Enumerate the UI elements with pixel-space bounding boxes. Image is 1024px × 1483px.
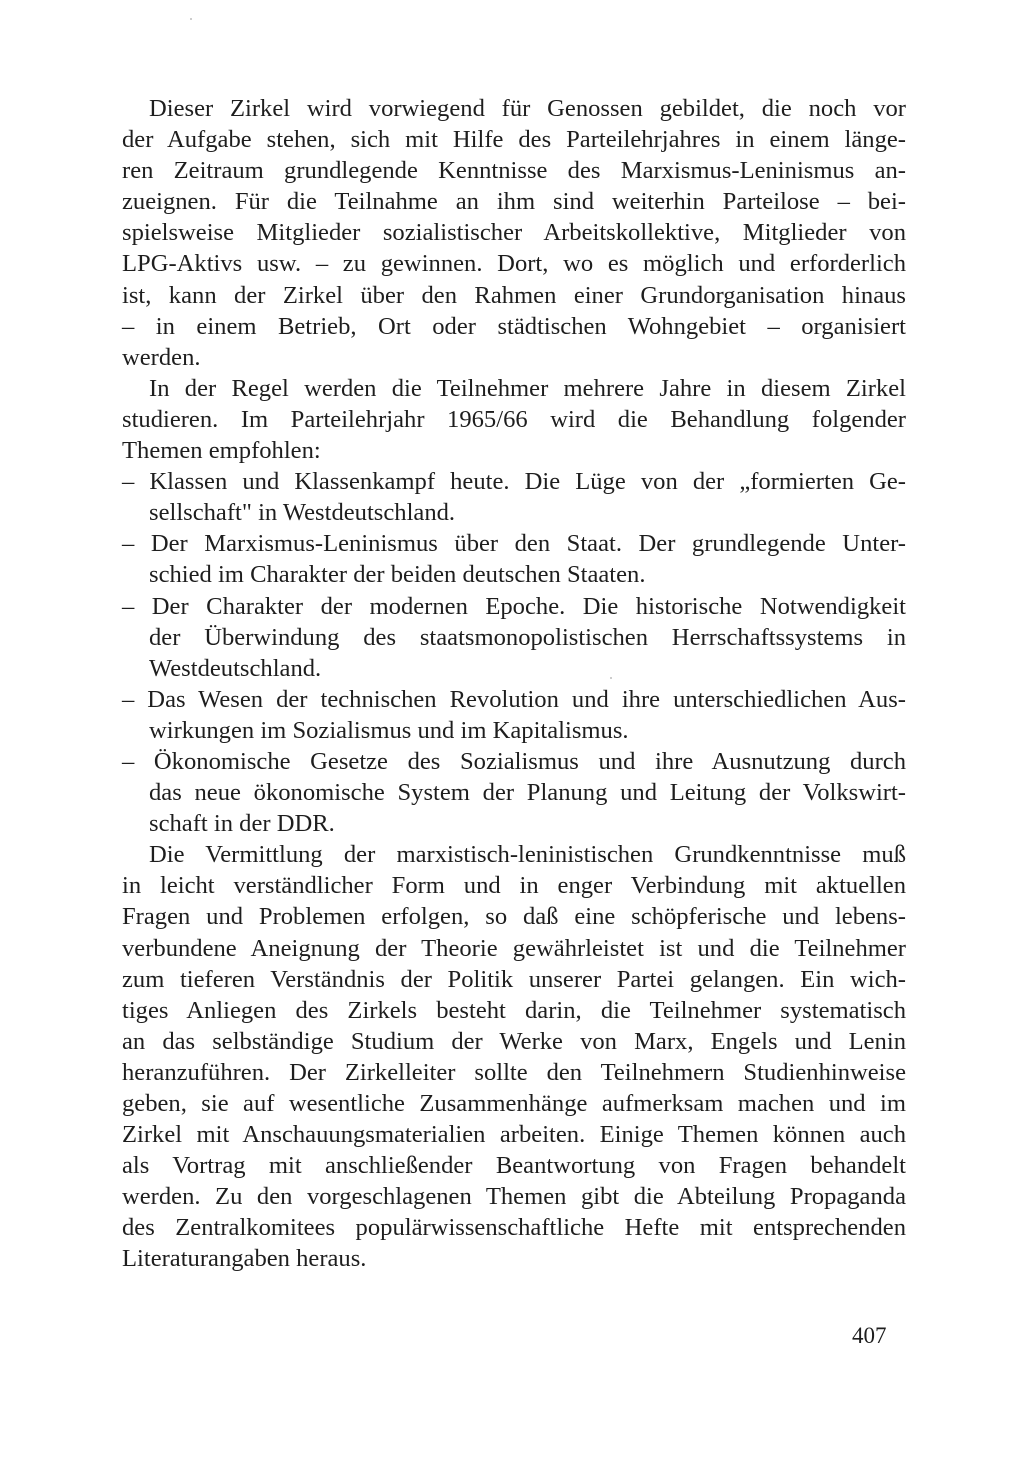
text-line: verbundene Aneignung der Theorie gewährleistet ist und die Teilnehmer bbox=[122, 934, 906, 962]
text-line: zum tieferen Verständnis der Politik unserer Partei gelangen. Ein wich- bbox=[122, 965, 906, 993]
text-line: heranzuführen. Der Zirkelleiter sollte den Teilnehmern Studienhinweise bbox=[122, 1058, 906, 1086]
text-line: Zirkel mit Anschauungsmaterialien arbeiten. Einige Themen können auch bbox=[122, 1121, 906, 1149]
list-item-line: – Klassen und Klassenkampf heute. Die Lüge von der „formierten Ge- bbox=[122, 468, 906, 496]
list-item-line: sellschaft" in Westdeutschland. bbox=[149, 499, 456, 527]
text-line: werden. bbox=[122, 343, 201, 371]
text-line: der Aufgabe stehen, sich mit Hilfe des Parteilehrjahres in einem länge- bbox=[122, 126, 906, 154]
text-line: an das selbständige Studium der Werke von Marx, Engels und Lenin bbox=[122, 1027, 906, 1055]
text-line: zueignen. Für die Teilnahme an ihm sind weiterhin Parteilose – bei- bbox=[122, 188, 906, 216]
list-item-line: der Überwindung des staatsmonopolistischen Herrschaftssystems in bbox=[149, 623, 906, 651]
text-line: Fragen und Problemen erfolgen, so daß eine schöpferische und lebens- bbox=[122, 903, 906, 931]
list-item-line: schied im Charakter der beiden deutschen Staaten. bbox=[149, 561, 646, 589]
page-number: 407 bbox=[852, 1323, 887, 1348]
text-line: In der Regel werden die Teilnehmer mehrere Jahre in diesem Zirkel bbox=[149, 374, 906, 402]
list-item-line: – Das Wesen der technischen Revolution und ihre unterschiedlichen Aus- bbox=[122, 685, 906, 713]
text-line: des Zentralkomitees populärwissenschaftliche Hefte mit entsprechenden bbox=[122, 1214, 906, 1242]
text-line: geben, sie auf wesentliche Zusammenhänge aufmerksam machen und im bbox=[122, 1090, 906, 1117]
list-item-line: Westdeutschland. bbox=[149, 654, 322, 682]
text-line: – in einem Betrieb, Ort oder städtischen Wohngebiet – organisiert bbox=[122, 312, 906, 340]
list-item-line: – Der Marxismus-Leninismus über den Staat. Der grundlegende Unter- bbox=[122, 530, 906, 558]
list-item-line: – Der Charakter der modernen Epoche. Die historische Notwendigkeit bbox=[122, 592, 906, 620]
body-text bbox=[122, 93, 906, 1275]
text-line: spielsweise Mitglieder sozialistischer Arbeitskollektive, Mitglieder von bbox=[122, 219, 906, 247]
text-line: LPG-Aktivs usw. – zu gewinnen. Dort, wo es möglich und erforderlich bbox=[122, 250, 906, 278]
text-line: Themen empfohlen: bbox=[122, 437, 321, 465]
text-line: Die Vermittlung der marxistisch-leninistischen Grundkenntnisse muß bbox=[149, 841, 906, 869]
list-item-line: schaft in der DDR. bbox=[149, 810, 335, 838]
text-line: studieren. Im Parteilehrjahr 1965/66 wird die Behandlung folgender bbox=[122, 405, 906, 433]
list-item-line: – Ökonomische Gesetze des Sozialismus und ihre Ausnutzung durch bbox=[122, 747, 906, 775]
scan-speck bbox=[190, 18, 192, 20]
text-line: ren Zeitraum grundlegende Kenntnisse des Marxismus-Leninismus an- bbox=[122, 157, 906, 185]
text-line: Literaturangaben heraus. bbox=[122, 1245, 367, 1273]
text-line: werden. Zu den vorgeschlagenen Themen gibt die Abteilung Propaganda bbox=[122, 1183, 906, 1211]
text-line: ist, kann der Zirkel über den Rahmen einer Grundorganisation hinaus bbox=[122, 281, 906, 309]
text-line: als Vortrag mit anschließender Beantwortung von Fragen behandelt bbox=[122, 1152, 906, 1180]
text-line: in leicht verständlicher Form und in enger Verbindung mit aktuellen bbox=[122, 872, 906, 900]
text-line: Dieser Zirkel wird vorwiegend für Genossen gebildet, die noch vor bbox=[149, 95, 906, 122]
list-item-line: das neue ökonomische System der Planung und Leitung der Volkswirt- bbox=[149, 779, 906, 807]
text-line: tiges Anliegen des Zirkels besteht darin, die Teilnehmer systematisch bbox=[122, 996, 906, 1024]
list-item-line: wirkungen im Sozialismus und im Kapitalismus. bbox=[149, 716, 629, 744]
